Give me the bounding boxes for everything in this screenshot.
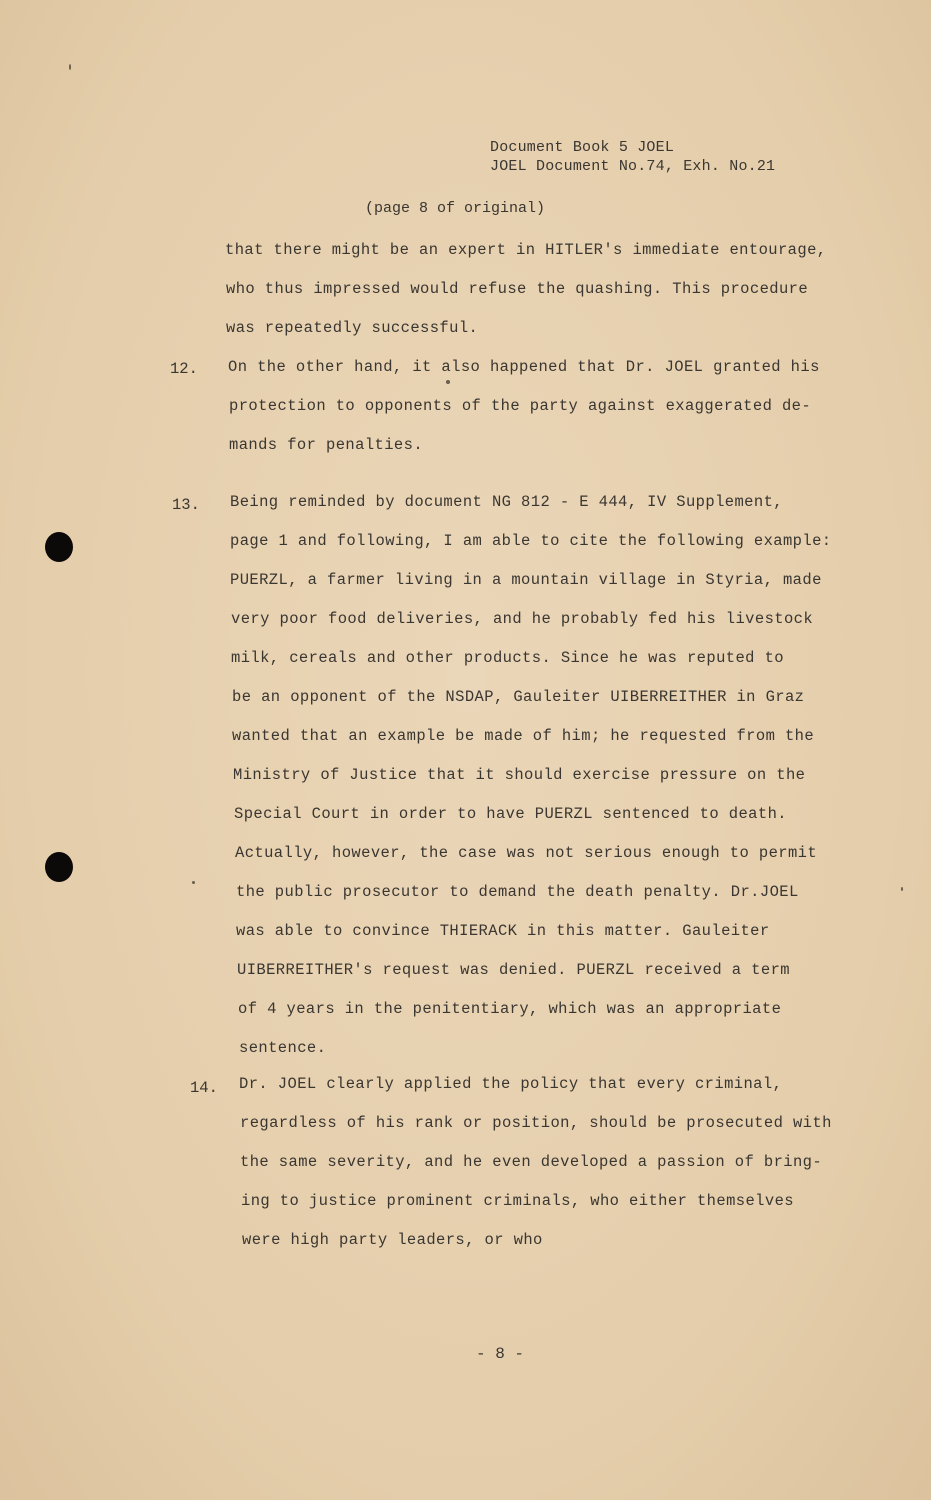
body-line: the same severity, and he even developed a passion of bring- <box>240 1153 823 1171</box>
body-line: Ministry of Justice that it should exercise pressure on the <box>233 766 806 784</box>
body-line: UIBERREITHER's request was denied. PUERZL received a term <box>237 961 790 979</box>
body-line: that there might be an expert in HITLER's immediate entourage, <box>225 241 827 259</box>
body-line: page 1 and following, I am able to cite the following example: <box>230 532 832 550</box>
body-line: was able to convince THIERACK in this matter. Gauleiter <box>236 922 770 940</box>
paragraph-number: 12. <box>170 360 198 378</box>
body-line: very poor food deliveries, and he probably fed his livestock <box>231 610 814 628</box>
paragraph-number: 13. <box>172 496 200 514</box>
body-line: Actually, however, the case was not serious enough to permit <box>235 844 818 862</box>
paper-speck <box>192 881 195 884</box>
body-line: On the other hand, it also happened that Dr. JOEL granted his <box>228 358 820 376</box>
paper-speck <box>446 380 450 384</box>
body-line: be an opponent of the NSDAP, Gauleiter UIBERREITHER in Graz <box>232 688 805 706</box>
paragraph-number: 14. <box>190 1079 218 1097</box>
punch-hole-upper <box>45 532 73 562</box>
paper-speck <box>69 64 71 70</box>
page-number: - 8 - <box>476 1345 525 1363</box>
body-line: PUERZL, a farmer living in a mountain village in Styria, made <box>230 571 822 589</box>
body-line: mands for penalties. <box>229 436 424 454</box>
body-line: Special Court in order to have PUERZL sentenced to death. <box>234 805 787 823</box>
body-line: milk, cereals and other products. Since he was reputed to <box>231 649 784 667</box>
body-line: were high party leaders, or who <box>242 1231 543 1249</box>
body-line: the public prosecutor to demand the death penalty. Dr.JOEL <box>236 883 799 901</box>
body-line: was repeatedly successful. <box>226 319 479 337</box>
body-line: of 4 years in the penitentiary, which was an appropriate <box>238 1000 782 1018</box>
body-line: regardless of his rank or position, should be prosecuted with <box>240 1114 832 1132</box>
body-line: sentence. <box>239 1039 327 1057</box>
body-line: who thus impressed would refuse the quashing. This procedure <box>226 280 809 298</box>
body-line: ing to justice prominent criminals, who either themselves <box>241 1192 794 1210</box>
body-line: Being reminded by document NG 812 - E 444, IV Supplement, <box>230 493 783 511</box>
document-book-line: Document Book 5 JOEL <box>490 139 675 156</box>
page-reference: (page 8 of original) <box>365 200 546 217</box>
body-line: wanted that an example be made of him; he requested from the <box>232 727 815 745</box>
punch-hole-lower <box>45 852 73 882</box>
paper-speck <box>901 887 903 891</box>
document-number-line: JOEL Document No.74, Exh. No.21 <box>490 158 776 175</box>
body-line: protection to opponents of the party against exaggerated de- <box>229 397 812 415</box>
body-line: Dr. JOEL clearly applied the policy that every criminal, <box>239 1075 783 1093</box>
